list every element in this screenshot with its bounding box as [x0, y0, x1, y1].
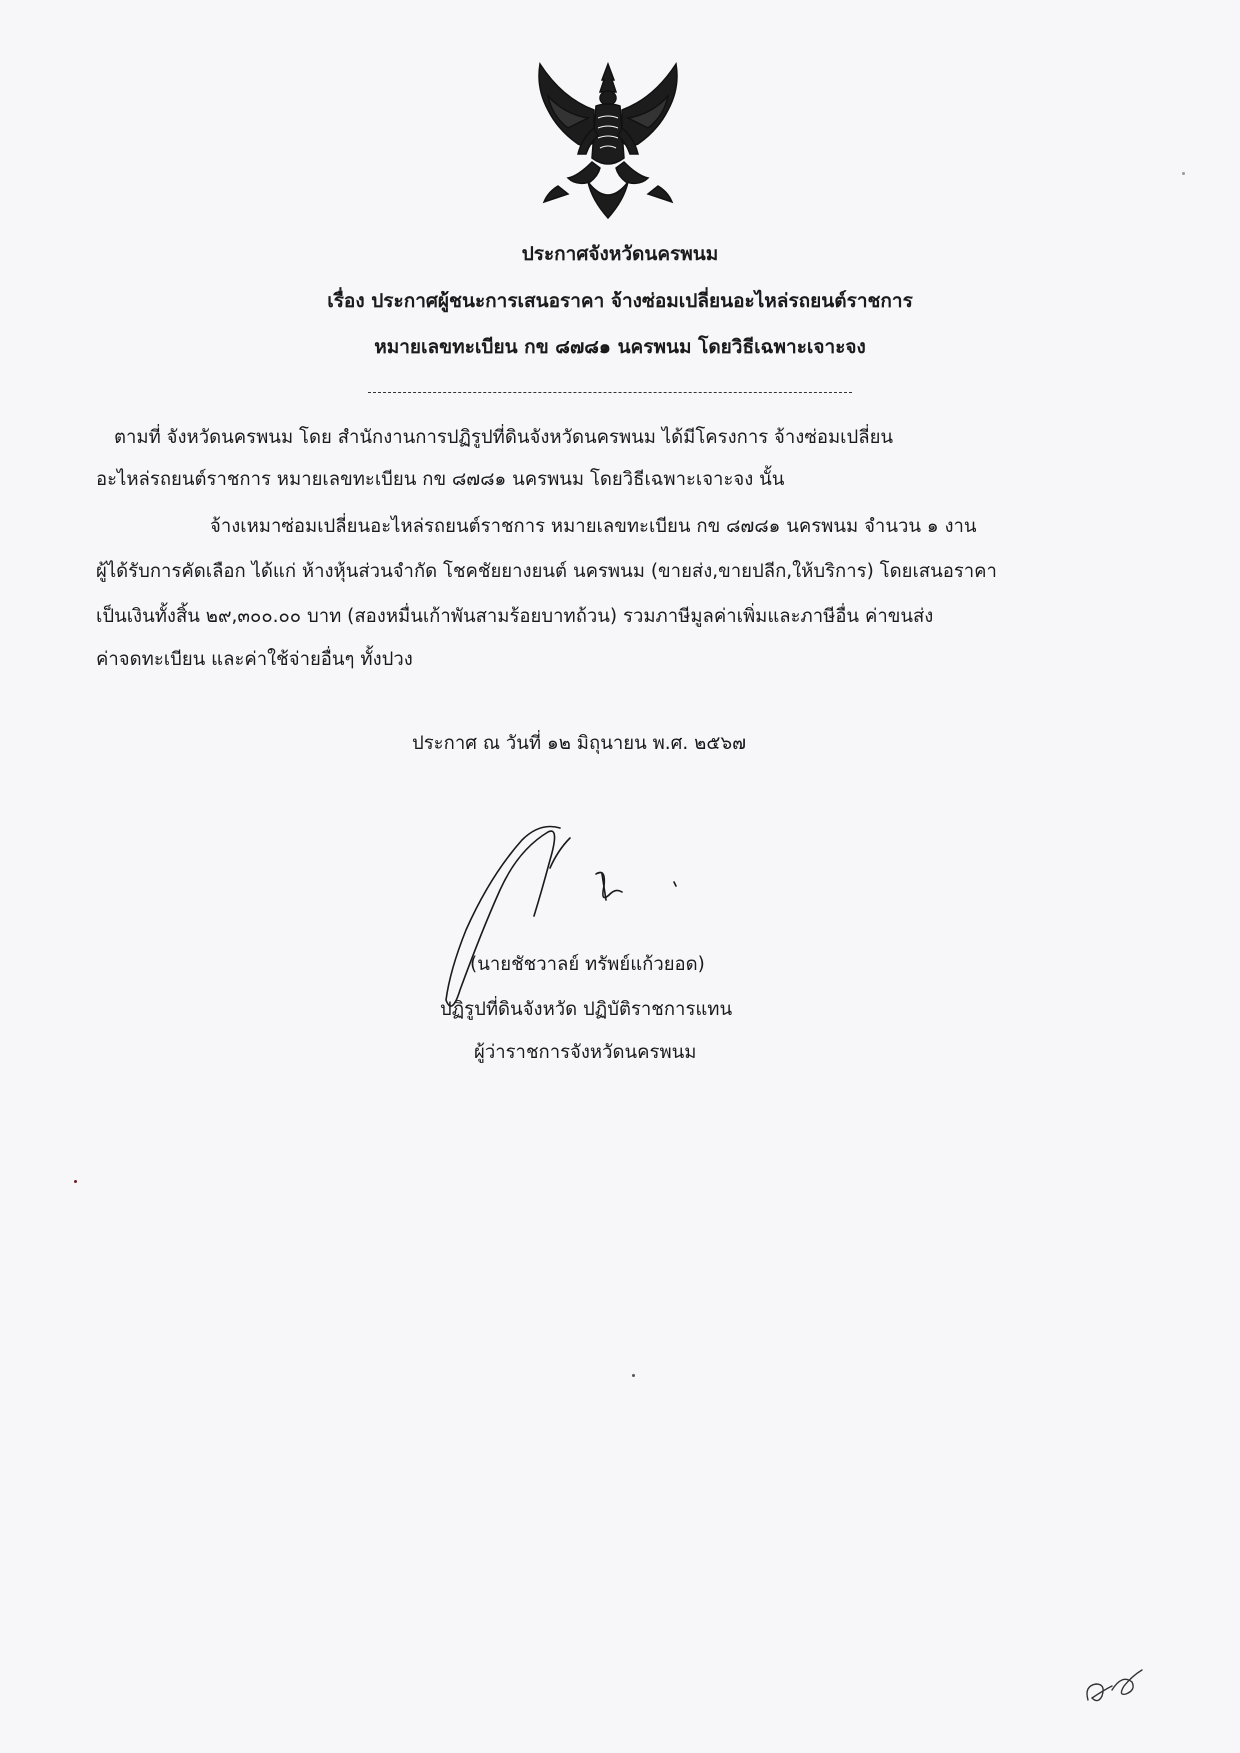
paragraph-line: จ้างเหมาซ่อมเปลี่ยนอะไหล่รถยนต์ราชการ หมายเลขทะเบียน กข ๘๗๘๑ นครพนม จำนวน ๑ งาน	[210, 516, 977, 537]
divider	[368, 392, 852, 393]
paragraph-line: ตามที่ จังหวัดนครพนม โดย สำนักงานการปฏิรูปที่ดินจังหวัดนครพนม ได้มีโครงการ จ้างซ่อมเปลี่ยน	[114, 427, 894, 448]
garuda-emblem-icon	[528, 58, 688, 226]
handwritten-page-number-icon	[1082, 1660, 1152, 1710]
announcement-subject: เรื่อง ประกาศผู้ชนะการเสนอราคา จ้างซ่อมเปลี่ยนอะไหล่รถยนต์ราชการ	[327, 290, 913, 312]
signer-position-2: ผู้ว่าราชการจังหวัดนครพนม	[474, 1042, 697, 1063]
paragraph-line: ผู้ได้รับการคัดเลือก ได้แก่ ห้างหุ้นส่วนจำกัด โชคชัยยางยนต์ นครพนม (ขายส่ง,ขายปลีก,ให้บริการ) โดยเสนอราคา	[96, 561, 997, 582]
paragraph-line: เป็นเงินทั้งสิ้น ๒๙,๓๐๐.๐๐ บาท (สองหมื่นเก้าพันสามร้อยบาทถ้วน) รวมภาษีมูลค่าเพิ่มและภาษีอื่น ค่าขนส่ง	[96, 606, 934, 627]
paragraph-line: อะไหล่รถยนต์ราชการ หมายเลขทะเบียน กข ๘๗๘๑ นครพนม โดยวิธีเฉพาะเจาะจง นั้น	[96, 469, 785, 490]
signer-name: (นายชัชวาลย์ ทรัพย์แก้วยอด)	[470, 954, 705, 975]
announcement-title: ประกาศจังหวัดนครพนม	[521, 243, 719, 265]
announcement-subject-line2: หมายเลขทะเบียน กข ๘๗๘๑ นครพนม โดยวิธีเฉพาะเจาะจง	[374, 336, 866, 358]
paragraph-line: ค่าจดทะเบียน และค่าใช้จ่ายอื่นๆ ทั้งปวง	[96, 649, 413, 670]
announcement-date: ประกาศ ณ วันที่ ๑๒ มิถุนายน พ.ศ. ๒๕๖๗	[412, 733, 747, 754]
signature-icon	[430, 820, 690, 1020]
scan-speck	[632, 1374, 635, 1377]
signer-position: ปฏิรูปที่ดินจังหวัด ปฏิบัติราชการแทน	[440, 999, 733, 1020]
scan-speck	[1182, 172, 1185, 175]
scan-speck	[74, 1180, 77, 1183]
